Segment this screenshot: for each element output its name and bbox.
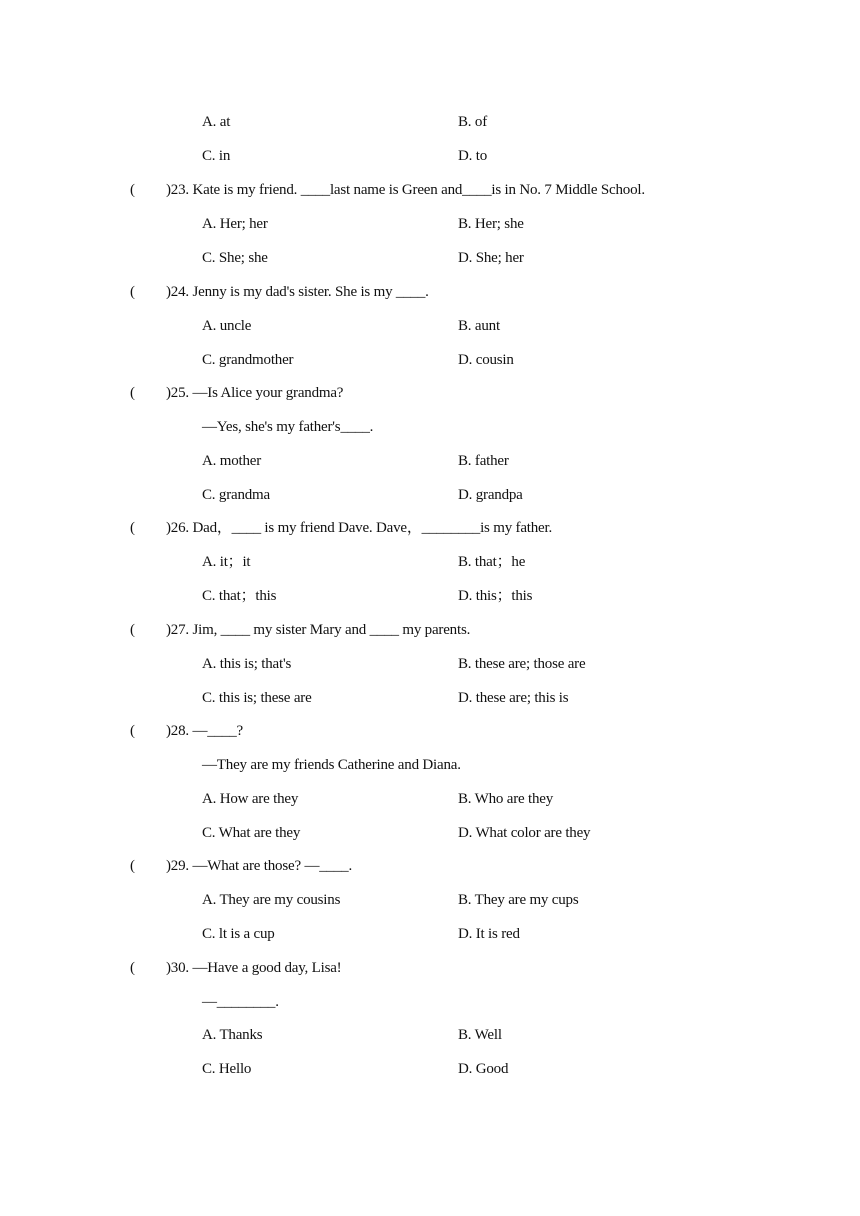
option-d: D. to [458, 148, 488, 164]
option-c: C. grandmother [202, 352, 294, 368]
option-c: C. She; she [202, 250, 268, 266]
option-d: D. Good [458, 1061, 509, 1077]
answer-paren: ( [130, 858, 135, 874]
option-d: D. grandpa [458, 487, 523, 503]
question-stem: )23. Kate is my friend. ____last name is Green and____is in No. 7 Middle School. [166, 182, 645, 198]
option-c: C. this is; these are [202, 690, 312, 706]
question-stem: )30. —Have a good day, Lisa! [166, 960, 342, 976]
answer-paren: ( [130, 284, 135, 300]
option-a: A. at [202, 114, 231, 130]
question-stem: )29. —What are those? —____. [166, 858, 353, 874]
question-stem: )24. Jenny is my dad's sister. She is my ____. [166, 284, 429, 300]
dialogue-reply: —They are my friends Catherine and Diana. [202, 757, 461, 773]
option-a: A. mother [202, 453, 262, 469]
option-c: C. Hello [202, 1061, 252, 1077]
option-a: A. it；it [202, 554, 251, 570]
option-b: B. They are my cups [458, 892, 579, 908]
option-c: C. in [202, 148, 231, 164]
option-a: A. uncle [202, 318, 252, 334]
option-d: D. cousin [458, 352, 514, 368]
option-a: A. They are my cousins [202, 892, 341, 908]
answer-paren: ( [130, 182, 135, 198]
option-b: B. father [458, 453, 509, 469]
option-b: B. Her; she [458, 216, 524, 232]
answer-paren: ( [130, 622, 135, 638]
option-a: A. Her; her [202, 216, 268, 232]
option-a: A. How are they [202, 791, 299, 807]
option-c: C. What are they [202, 825, 301, 841]
answer-paren: ( [130, 723, 135, 739]
option-b: B. aunt [458, 318, 500, 334]
option-b: B. these are; those are [458, 656, 586, 672]
option-d: D. She; her [458, 250, 524, 266]
option-b: B. that；he [458, 554, 526, 570]
option-c: C. grandma [202, 487, 270, 503]
question-stem: )25. —Is Alice your grandma? [166, 385, 344, 401]
question-stem: )26. Dad，____ is my friend Dave. Dave，________is my father. [166, 520, 553, 536]
option-b: B. Who are they [458, 791, 554, 807]
option-d: D. these are; this is [458, 690, 569, 706]
dialogue-reply: —________. [202, 994, 279, 1010]
option-b: B. Well [458, 1027, 502, 1043]
option-a: A. Thanks [202, 1027, 263, 1043]
option-b: B. of [458, 114, 488, 130]
option-d: D. this；this [458, 588, 533, 604]
answer-paren: ( [130, 385, 135, 401]
answer-paren: ( [130, 520, 135, 536]
option-d: D. It is red [458, 926, 520, 942]
answer-paren: ( [130, 960, 135, 976]
option-a: A. this is; that's [202, 656, 292, 672]
dialogue-reply: —Yes, she's my father's____. [202, 419, 374, 435]
question-stem: )28. —____? [166, 723, 243, 739]
option-d: D. What color are they [458, 825, 591, 841]
option-c: C. that；this [202, 588, 277, 604]
question-stem: )27. Jim, ____ my sister Mary and ____ my parents. [166, 622, 471, 638]
option-c: C. lt is a cup [202, 926, 275, 942]
